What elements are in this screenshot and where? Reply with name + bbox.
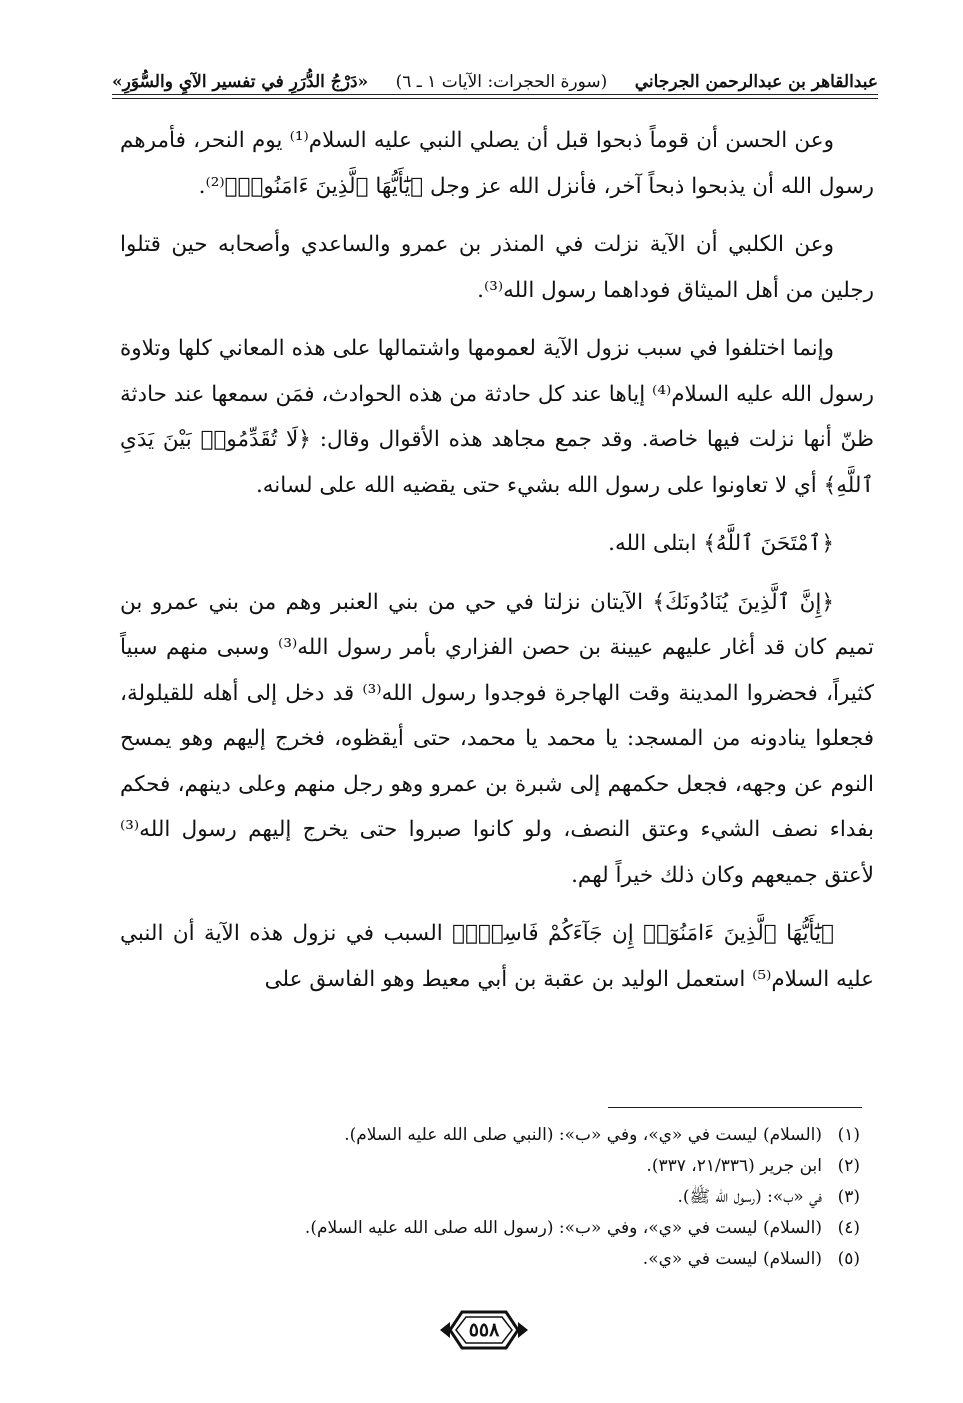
paragraph: ﴿ٱمْتَحَنَ ٱللَّهُ﴾ ابتلى الله. (608, 531, 834, 556)
paragraph: ﴿إِنَّ ٱلَّذِينَ يُنَادُونَكَ﴾ الآيتان نزلتا في حي من بني العنبر وهم من بني عمرو بن تميم كان قد أغار عليهم عيينة بن حصن الفزاري بأمر رسول الله⁽³⁾ وسبى منهم سبياً كثيراً، فحضروا المدينة وقت الهاجرة فوجدوا رسول الله⁽³⁾ قد دخل إلى أهله للقيلولة، فجعلوا ينادونه من المسجد: يا محمد يا محمد، حتى أيقظوه، فخرج إليهم وهو يمسح النوم عن وجهه، فجعل حكمهم إلى شبرة بن عمرو وهو رجل منهم وعلى دينهم، فحكم بفداء نصف الشيء وعتق النصف، ولو كانوا صبروا حتى يخرج إليهم رسول الله⁽³⁾ لأعتق جميعهم وكان ذلك خيراً لهم. (120, 589, 874, 888)
footnote-number: (١) (837, 1125, 860, 1145)
footnote-text: (السلام) ليست في «ي»، وفي «ب»: (النبي صلى الله عليه السلام). (344, 1125, 822, 1145)
footnote-text: في «ب»: (رسول الله ﷺ). (677, 1187, 822, 1207)
footnote-text: (السلام) ليست في «ي»، وفي «ب»: (رسول الله صلى الله عليه السلام). (304, 1218, 822, 1238)
footnote-item (120, 1213, 860, 1244)
header-surah: (سورة الحجرات: الآيات ١ ـ ٦) (395, 72, 608, 92)
header-divider (112, 94, 878, 99)
footnote-divider (608, 1107, 862, 1108)
footnote-item (120, 1182, 860, 1213)
footnote-text: (السلام) ليست في «ي». (642, 1249, 822, 1269)
page-number-ornament (436, 1308, 532, 1352)
footnote-item (120, 1151, 860, 1182)
footnote-number: (٣) (837, 1187, 860, 1207)
header-book-title: «دَرْجُ الدُّرَرِ في تفسير الآيِ والسُّوَرِ» (112, 72, 369, 92)
footnotes (120, 1120, 860, 1275)
paragraph: ﴿يَٰٓأَيُّهَا ٱلَّذِينَ ءَامَنُوٓا۟ إِن جَآءَكُمْ فَاسِقٌۢ﴾ السبب في نزول هذه الآية أن النبي عليه السلام⁽⁵⁾ استعمل الوليد بن عقبة بن أبي معيط وهو الفاسق على (120, 921, 874, 992)
footnote-number: (٢) (837, 1156, 860, 1176)
footnote-text: ابن جرير (٢١/٣٣٦، ٣٣٧). (646, 1156, 822, 1176)
running-header (112, 58, 878, 92)
main-text (120, 118, 874, 1015)
footnote-number: (٤) (837, 1218, 860, 1238)
paragraph: وعن الحسن أن قوماً ذبحوا قبل أن يصلي النبي عليه السلام⁽¹⁾ يوم النحر، فأمرهم رسول الله أن يذبحوا ذبحاً آخر، فأنزل الله عز وجل ﴿يَٰٓأَيُّهَا ٱلَّذِينَ ءَامَنُوا۟﴾⁽²⁾. (120, 128, 874, 199)
paragraph: وعن الكلبي أن الآية نزلت في المنذر بن عمرو والساعدي وأصحابه حين قتلوا رجلين من أهل الميثاق فوداهما رسول الله⁽³⁾. (120, 232, 874, 303)
footnote-item (120, 1244, 860, 1275)
paragraph: وإنما اختلفوا في سبب نزول الآية لعمومها واشتمالها على هذه المعاني كلها وتلاوة رسول الله عليه السلام⁽⁴⁾ إياها عند كل حادثة من هذه الحوادث، فمَن سمعها عند حادثة ظنّ أنها نزلت فيها خاصة. وقد جمع مجاهد هذه الأقوال وقال: ﴿لَا تُقَدِّمُوا۟ بَيْنَ يَدَىِ ٱللَّهِ﴾ أي لا تعاونوا على رسول الله بشيء حتى يقضيه الله على لسانه. (120, 336, 874, 498)
footnote-item (120, 1120, 860, 1151)
page-number: ٥٥٨ (468, 1319, 500, 1341)
footnote-number: (٥) (837, 1249, 860, 1269)
header-author: عبدالقاهر بن عبدالرحمن الجرجاني (634, 72, 878, 92)
